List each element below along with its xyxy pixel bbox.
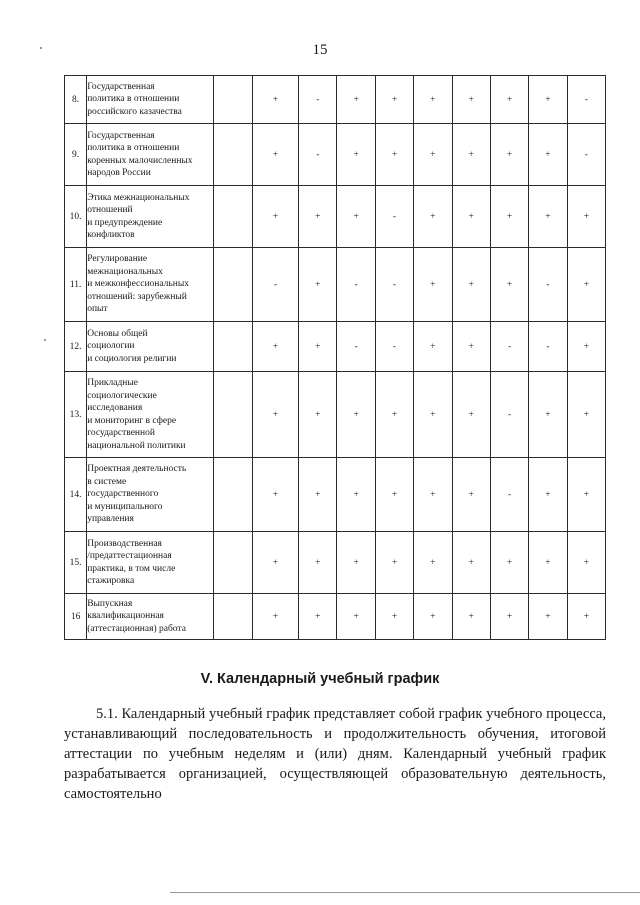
discipline-name	[87, 124, 214, 186]
competency-mark: -	[337, 248, 375, 322]
competency-mark: +	[299, 372, 337, 458]
competency-mark: +	[337, 458, 375, 532]
competency-mark: +	[452, 124, 490, 186]
page-number: 15	[312, 42, 328, 58]
discipline-name	[87, 186, 214, 248]
discipline-name-line: российского казачества	[87, 106, 182, 117]
discipline-name-line: стажировка	[87, 576, 135, 586]
empty-cell	[214, 532, 252, 594]
competency-mark: -	[490, 322, 528, 372]
competency-matrix-table	[64, 75, 606, 640]
table-row	[65, 76, 606, 124]
competency-mark: +	[299, 532, 337, 594]
competency-mark: +	[375, 532, 413, 594]
empty-cell	[214, 248, 252, 322]
discipline-name-line: (аттестационная) работа	[87, 623, 186, 634]
row-number: 10.	[65, 186, 87, 248]
discipline-name-line: и мониторинг в сфере	[87, 415, 177, 426]
competency-mark: +	[252, 372, 298, 458]
competency-mark: +	[414, 76, 452, 124]
competency-mark: +	[299, 458, 337, 532]
competency-mark: +	[337, 594, 375, 640]
competency-mark: +	[299, 322, 337, 372]
discipline-name-line: межнациональных	[87, 266, 163, 277]
competency-mark: -	[375, 186, 413, 248]
competency-mark: +	[414, 124, 452, 186]
discipline-name-line: Проектная деятельность	[87, 464, 187, 475]
competency-mark: +	[490, 124, 528, 186]
discipline-name-line: отношений: зарубежный	[87, 291, 187, 302]
discipline-name-line: национальной политики	[87, 440, 186, 451]
competency-mark: -	[529, 322, 567, 372]
competency-mark: +	[337, 76, 375, 124]
empty-cell	[214, 322, 252, 372]
discipline-name-line: политика в отношении	[87, 94, 180, 105]
table-row	[65, 594, 606, 640]
competency-mark: +	[337, 372, 375, 458]
row-number: 8.	[65, 76, 87, 124]
competency-mark: -	[252, 248, 298, 322]
competency-mark: +	[252, 458, 298, 532]
discipline-name	[87, 532, 214, 594]
discipline-name-line: управления	[87, 514, 134, 525]
competency-mark: -	[375, 248, 413, 322]
competency-mark: +	[452, 458, 490, 532]
discipline-name-line: конфликтов	[87, 230, 135, 240]
discipline-name-line: Выпускная	[87, 598, 133, 609]
competency-mark: -	[567, 76, 605, 124]
competency-mark: +	[252, 124, 298, 186]
discipline-name-line: квалификационная	[87, 611, 164, 622]
competency-mark: +	[490, 248, 528, 322]
discipline-name	[87, 458, 214, 532]
discipline-name-line: /предаттестационная	[87, 551, 172, 561]
competency-mark: -	[529, 248, 567, 322]
competency-mark: +	[375, 124, 413, 186]
table-row	[65, 124, 606, 186]
competency-mark: +	[452, 322, 490, 372]
empty-cell	[214, 76, 252, 124]
competency-mark: +	[337, 124, 375, 186]
discipline-name-line: и муниципального	[87, 501, 163, 512]
empty-cell	[214, 124, 252, 186]
competency-mark: -	[337, 322, 375, 372]
discipline-name-line: политика в отношении	[87, 143, 180, 153]
discipline-name-line: Регулирование	[87, 254, 148, 265]
competency-mark: -	[490, 372, 528, 458]
competency-mark: +	[252, 76, 298, 124]
competency-mark: +	[299, 248, 337, 322]
competency-mark: +	[490, 532, 528, 594]
competency-mark: +	[567, 532, 605, 594]
discipline-name-line: народов России	[87, 168, 151, 178]
table-row	[65, 532, 606, 594]
row-number: 15.	[65, 532, 87, 594]
discipline-name-line: Этика межнациональных	[87, 192, 190, 203]
row-number: 9.	[65, 124, 87, 186]
discipline-name	[87, 248, 214, 322]
competency-mark: +	[529, 186, 567, 248]
competency-mark: +	[299, 186, 337, 248]
competency-mark: -	[567, 124, 605, 186]
row-number: 14.	[65, 458, 87, 532]
row-number: 16	[65, 594, 87, 640]
discipline-name	[87, 594, 214, 640]
table-row	[65, 322, 606, 372]
competency-mark: +	[414, 186, 452, 248]
competency-mark: +	[375, 76, 413, 124]
competency-mark: +	[414, 372, 452, 458]
competency-mark: +	[375, 372, 413, 458]
discipline-name-line: и социология религии	[87, 353, 177, 364]
discipline-name-line: и межконфессиональных	[87, 279, 189, 290]
discipline-name	[87, 322, 214, 372]
competency-mark: +	[452, 76, 490, 124]
table-row	[65, 248, 606, 322]
discipline-name-line: Основы общей	[87, 328, 148, 339]
competency-mark: +	[567, 458, 605, 532]
competency-mark: -	[299, 124, 337, 186]
competency-mark: +	[337, 532, 375, 594]
competency-mark: +	[452, 186, 490, 248]
row-number: 11.	[65, 248, 87, 322]
competency-mark: +	[414, 322, 452, 372]
competency-mark: +	[452, 594, 490, 640]
discipline-name-line: и предупреждение	[87, 217, 163, 228]
competency-mark: +	[414, 594, 452, 640]
discipline-name-line: государственного	[87, 489, 159, 500]
competency-mark: +	[299, 594, 337, 640]
competency-mark: -	[490, 458, 528, 532]
table-body	[65, 76, 606, 640]
discipline-name-line: социологические	[87, 390, 157, 401]
competency-mark: +	[529, 76, 567, 124]
section-paragraph: 5.1. Календарный учебный график представляет собой график учебного процесса, устанавливающий последовательность и продолжительность обучения, итоговой аттестации по учебным неделям и (или) дням. Календарный учебный график разрабатывается организацией, осуществляющей образовательную деятельность, самостоятельно	[64, 706, 606, 802]
competency-mark: +	[529, 124, 567, 186]
discipline-name-line: социологии	[87, 341, 135, 352]
discipline-name-line: исследования	[87, 403, 143, 413]
row-number: 12.	[65, 322, 87, 372]
scan-speck	[44, 339, 46, 341]
discipline-name-line: коренных малочисленных	[87, 155, 193, 166]
competency-mark: +	[529, 372, 567, 458]
discipline-name-line: практика, в том числе	[87, 563, 176, 574]
competency-mark: +	[375, 594, 413, 640]
competency-mark: +	[490, 186, 528, 248]
discipline-name-line: опыт	[87, 304, 108, 315]
competency-mark: +	[414, 458, 452, 532]
competency-mark: +	[414, 248, 452, 322]
bottom-rule	[170, 892, 640, 893]
discipline-name-line: отношений	[87, 205, 133, 215]
competency-mark: +	[452, 248, 490, 322]
scan-speck	[40, 47, 42, 49]
competency-mark: +	[414, 532, 452, 594]
table-row	[65, 372, 606, 458]
competency-mark: -	[375, 322, 413, 372]
empty-cell	[214, 594, 252, 640]
competency-mark: +	[529, 532, 567, 594]
discipline-name-line: Государственная	[87, 130, 155, 141]
discipline-name-line: Производственная	[87, 538, 162, 549]
table-row	[65, 186, 606, 248]
empty-cell	[214, 372, 252, 458]
row-number: 13.	[65, 372, 87, 458]
competency-mark: +	[529, 594, 567, 640]
competency-mark: +	[252, 532, 298, 594]
competency-mark: +	[490, 594, 528, 640]
competency-mark: +	[452, 372, 490, 458]
competency-mark: +	[337, 186, 375, 248]
table-row	[65, 458, 606, 532]
competency-mark: +	[252, 594, 298, 640]
discipline-name	[87, 76, 214, 124]
discipline-name-line: государственной	[87, 428, 155, 438]
discipline-name-line: в системе	[87, 476, 127, 487]
competency-mark: +	[567, 322, 605, 372]
competency-mark: +	[529, 458, 567, 532]
competency-mark: +	[252, 322, 298, 372]
competency-mark: +	[567, 186, 605, 248]
competency-mark: +	[252, 186, 298, 248]
competency-mark: -	[299, 76, 337, 124]
discipline-name-line: Прикладные	[87, 378, 138, 388]
empty-cell	[214, 186, 252, 248]
discipline-name-line: Государственная	[87, 81, 155, 92]
competency-mark: +	[567, 372, 605, 458]
competency-mark: +	[452, 532, 490, 594]
empty-cell	[214, 458, 252, 532]
competency-mark: +	[375, 458, 413, 532]
competency-mark: +	[490, 76, 528, 124]
competency-mark: +	[567, 594, 605, 640]
section-title: V. Календарный учебный график	[200, 671, 440, 687]
competency-mark: +	[567, 248, 605, 322]
discipline-name	[87, 372, 214, 458]
